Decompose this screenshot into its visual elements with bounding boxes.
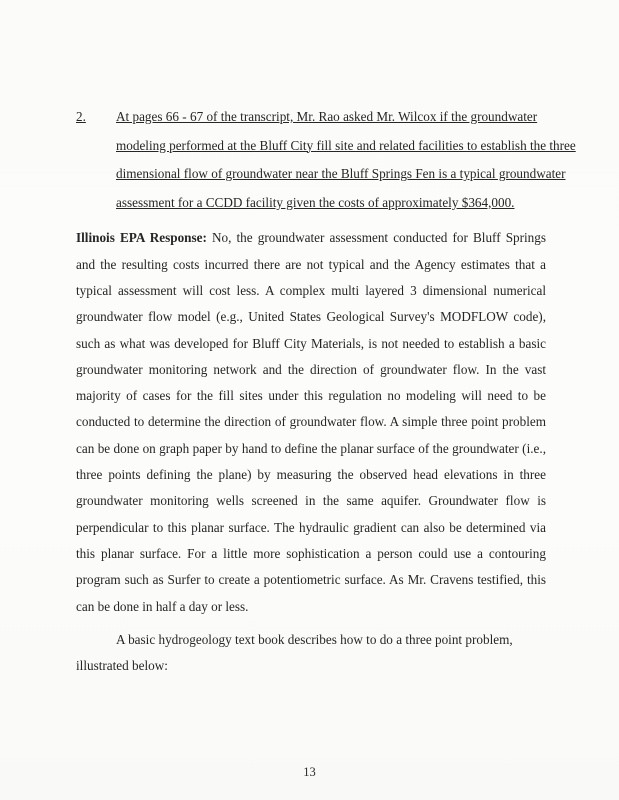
page-content bbox=[76, 103, 576, 679]
question-line: modeling performed at the Bluff City fill site and related facilities to establish the three bbox=[116, 137, 576, 153]
question-line: assessment for a CCDD facility given the costs of approximately $364,000. bbox=[116, 194, 515, 210]
response-text: No, the groundwater assessment conducted for Bluff Springs and the resulting costs incurred there are not typical and the Agency estimates that a typical assessment will cost less. A complex multi layered 3 dimensional numerical groundwater flow model (e.g., United States Geological Survey's MODFLOW code), such as what was developed for Bluff City Materials, is not needed to establish a basic groundwater monitoring network and the direction of groundwater flow. In the vast majority of cases for the fill sites under this regulation no modeling will need to be conducted to determine the direction of groundwater flow. A simple three point problem can be done on graph paper by hand to define the planar surface of the groundwater (i.e., three points defining the plane) by measuring the observed head elevations in three groundwater monitoring wells screened in the same aquifer. Groundwater flow is perpendicular to this planar surface. The hydraulic gradient can also be determined via this planar surface. For a little more sophistication a person could use a contouring program such as Surfer to create a potentiometric surface. As Mr. Cravens testified, this can be done in half a day or less. bbox=[76, 230, 546, 614]
response-paragraph bbox=[76, 225, 546, 619]
page-number: 13 bbox=[303, 765, 316, 779]
closing-paragraph: A basic hydrogeology text book describes how to do a three point problem, illustrated below: bbox=[76, 631, 513, 674]
question-number: 2. bbox=[76, 109, 86, 124]
question-line: dimensional flow of groundwater near the Bluff Springs Fen is a typical groundwater bbox=[116, 166, 566, 182]
response-label: Illinois EPA Response: bbox=[76, 230, 207, 246]
question-text bbox=[116, 103, 576, 217]
question-line: At pages 66 - 67 of the transcript, Mr. Rao asked Mr. Wilcox if the groundwater bbox=[116, 109, 538, 124]
question-item-2 bbox=[76, 103, 576, 217]
